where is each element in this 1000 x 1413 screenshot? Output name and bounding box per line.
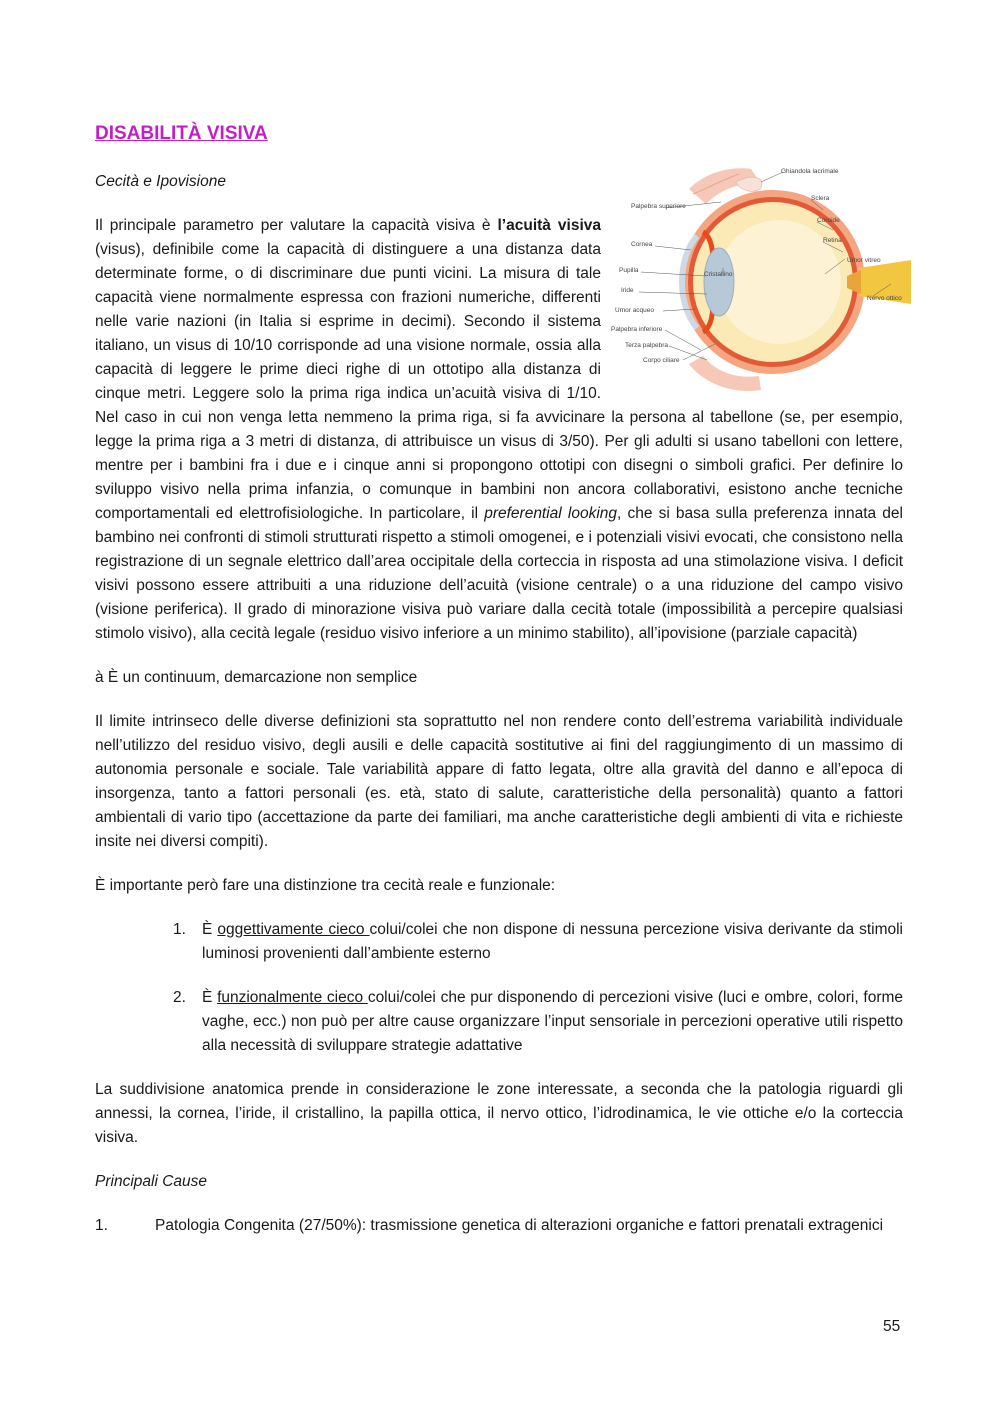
paragraph-anatomical: La suddivisione anatomica prende in considerazione le zone interessate, a seconda che la patologia riguardi gli annessi, la cornea, l’iride, il cristallino, la papilla ottica, il nervo ottico, l’idrodinamica, le vie ottiche e/o la corteccia visiva. <box>95 1081 903 1146</box>
paragraph-definitions-limit: Il limite intrinseco delle diverse definizioni sta soprattutto nel non rendere conto dell’estrema variabilità individuale nell’utilizzo del residuo visivo, degli ausili e delle capacità sostitutive ai fini del raggiungimento di un massimo di autonomia personale e sociale. Tale variabilità appare di fatto legata, oltre alla gravità del danno e all’epoca di insorgenza, tanto a fattori personali (es. età, stato di salute, caratteristiche della personalità) quanto a fattori ambientali di vario tipo (accettazione da parte dei familiari, ma anche caratteristiche degli ambienti di vita e richieste insite nei diversi compiti). <box>95 713 903 850</box>
label-lens: Cristallino <box>704 271 733 278</box>
cause-number: 1. <box>95 1217 108 1234</box>
label-retina: Retina <box>823 237 842 244</box>
list-item <box>95 918 903 966</box>
label-lower-eyelid: Palpebra inferiore <box>611 326 663 333</box>
term-functionally-blind: funzionalmente cieco <box>217 989 368 1006</box>
lens <box>704 248 734 316</box>
label-choroid: Coroide <box>817 217 840 224</box>
label-sclera: Sclera <box>811 195 830 202</box>
section-subtitle: Cecità e Ipovisione <box>95 173 226 190</box>
term-objectively-blind: oggettivamente cieco <box>217 921 370 938</box>
arrow-note: à È un continuum, demarcazione non semplice <box>95 669 418 686</box>
label-iris: Iride <box>621 287 634 294</box>
label-ciliary-body: Corpo ciliare <box>643 357 680 364</box>
causes-list-item <box>95 1214 903 1238</box>
para1-text-a: Il principale parametro per valutare la capacità visiva è <box>95 217 498 234</box>
page-body <box>95 120 903 1238</box>
para1-text-e: , che si basa sulla preferenza innata del bambino nei confronti di stimoli strutturati rispetto a stimoli omogenei, e i potenziali visivi evocati, che consistono nella registrazione di un segnale elettrico dall’area occipitale della corteccia in risposta ad una stimolazione visiva. I deficit visivi possono essere attribuiti a una riduzione dell’acuità (visione centrale) o a una riduzione del campo visivo (visione periferica). Il grado di minorazione visiva può variare dalla cecità totale (impossibilità a percepire qualsiasi stimolo visivo), alla cecità legale (residuo visivo inferiore a un minimo stabilito), all’ipovisione (parziale capacità) <box>95 505 903 642</box>
page-number: 55 <box>883 1318 901 1335</box>
list-prefix: È <box>202 921 218 938</box>
label-vitreous: Umor vitreo <box>847 257 881 264</box>
blindness-types-list <box>95 918 903 1058</box>
causes-title: Principali Cause <box>95 1173 207 1190</box>
term-preferential-looking: preferential looking <box>484 505 618 522</box>
list-prefix: È <box>202 989 218 1006</box>
list-text: colui/colei che non dispone di nessuna percezione visiva derivante da stimoli luminosi provenienti dall’ambiente esterno <box>202 921 903 962</box>
label-cornea: Cornea <box>631 241 653 248</box>
label-optic-nerve: Nervo ottico <box>867 295 902 302</box>
label-upper-eyelid: Palpebra superiore <box>631 203 686 210</box>
page-title: DISABILITÀ VISIVA <box>95 123 268 144</box>
list-text: colui/colei che pur disponendo di percezioni visive (luci e ombre, colori, forme vaghe, ecc.) non può per altre cause organizzare l’input sensoriale in percezioni operative utili rispetto alla necessità di sviluppare strategie adattative <box>202 989 904 1054</box>
term-visual-acuity: l’acuità visiva <box>497 217 602 234</box>
list-item <box>95 986 903 1058</box>
label-third-eyelid: Terza palpebra <box>625 342 668 349</box>
label-pupil: Pupilla <box>619 267 639 274</box>
eye-anatomy-diagram <box>611 164 913 394</box>
cause-text: Patologia Congenita (27/50%): trasmissione genetica di alterazioni organiche e fattori prenatali extragenici <box>155 1217 884 1234</box>
para1-text-c: (visus), definibile come la capacità di distinguere a una distanza data determinate forme, o di discriminare due punti vicini. La misura di tale capacità viene normalmente espressa con frazioni numeriche, differenti nelle varie nazioni (in Italia si esprime in decimi). Secondo il sistema italiano, un visus di 10/10 corrisponde ad una visione normale, ossia alla capacità di leggere le prime dieci righe di un ottotipo alla distanza di cinque metri. Leggere solo la prima riga indica un’acuità visiva di 1/10. Nel caso in cui non venga letta nemmeno la prima riga, si fa avvicinare la persona al tabellone (se, per esempio, legge la prima riga a 3 metri di distanza, di attribuisce un visus di 3/50). Per gli adulti si usano tabelloni con lettere, mentre per i bambini fra i due e i cinque anni si propongono ottotipi con disegni o simboli grafici. Per definire lo sviluppo visivo nella prima infanzia, o comunque in bambini non ancora collaborativi, esistono anche tecniche comportamentali ed elettrofisiologiche. In particolare, il <box>95 241 903 522</box>
paragraph-distinction: È importante però fare una distinzione tra cecità reale e funzionale: <box>95 877 556 894</box>
label-aqueous: Umor acqueo <box>615 307 655 314</box>
list-number: 1. <box>173 921 186 938</box>
list-number: 2. <box>173 989 186 1006</box>
label-lacrimal-gland: Ghiandola lacrimale <box>781 168 839 175</box>
